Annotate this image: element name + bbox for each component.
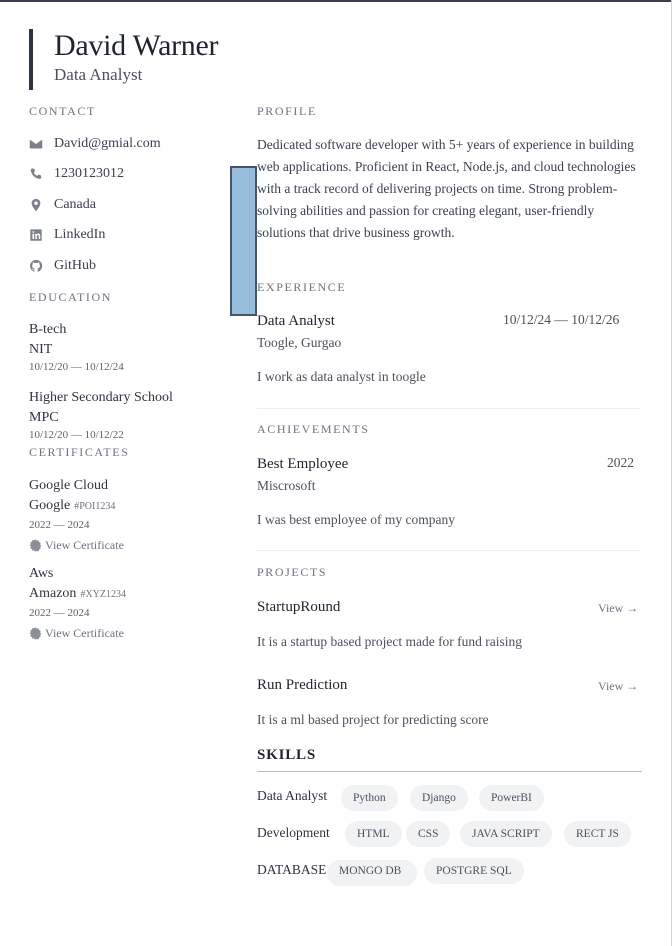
skills-divider — [257, 771, 642, 772]
resume-header — [29, 29, 218, 90]
certificate-id: #POI1234 — [74, 501, 116, 512]
section-divider — [257, 550, 640, 551]
skill-chip: HTML — [345, 821, 402, 847]
view-certificate-link[interactable] — [29, 536, 229, 554]
education-entry — [29, 320, 229, 375]
projects-heading: PROJECTS — [257, 565, 328, 579]
view-certificate-label: View Certificate — [45, 538, 124, 552]
experience-company: Toogle, Gurgao — [257, 335, 342, 350]
candidate-name: David Warner — [54, 29, 219, 62]
top-border — [0, 0, 672, 2]
skill-chip: Django — [410, 785, 468, 811]
candidate-title: Data Analyst — [54, 65, 143, 84]
experience-role: Data Analyst — [257, 313, 335, 329]
profile-summary: Dedicated software developer with 5+ years of experience in building web applications. Proficient in React, Node.js, and cloud technologies with a track record of delivering projects on time. Strong problem-solving abilities and passion for creating elegant, user-friendly solutions that drive business growth. — [257, 137, 636, 240]
contact-heading: CONTACT — [29, 104, 96, 118]
education-degree: Higher Secondary School — [29, 390, 173, 405]
contact-linkedin-text: LinkedIn — [54, 227, 106, 242]
badge-icon — [29, 627, 42, 640]
contact-email[interactable] — [29, 135, 161, 153]
certificate-id: #XYZ1234 — [80, 589, 126, 600]
certificate-name: Google Cloud — [29, 478, 108, 493]
education-entry — [29, 388, 229, 443]
skill-category: DATABASE — [257, 862, 327, 877]
contact-location — [29, 196, 96, 214]
contact-location-text: Canada — [54, 197, 96, 212]
project-view-link[interactable]: View → — [598, 679, 639, 693]
location-icon — [29, 198, 43, 212]
certificate-entry — [29, 476, 229, 554]
project-description: It is a ml based project for predicting score — [257, 712, 489, 727]
skill-chip: MONGO DB — [327, 860, 417, 886]
contact-github-text: GitHub — [54, 258, 96, 273]
linkedin-icon — [29, 228, 43, 242]
contact-phone[interactable] — [29, 165, 124, 183]
education-heading: EDUCATION — [29, 290, 113, 304]
certificate-entry — [29, 564, 229, 642]
project-name: Run Prediction — [257, 677, 348, 693]
badge-icon — [29, 539, 42, 552]
profile-heading: PROFILE — [257, 104, 317, 118]
certificates-heading: CERTIFICATES — [29, 445, 130, 459]
skill-category: Development — [257, 825, 330, 840]
contact-github[interactable] — [29, 257, 96, 275]
section-divider — [257, 408, 640, 409]
education-dates: 10/12/20 — 10/12/24 — [29, 361, 124, 373]
certificate-dates: 2022 — 2024 — [29, 519, 90, 531]
achievement-title: Best Employee — [257, 456, 349, 472]
experience-description: I work as data analyst in toogle — [257, 369, 426, 384]
project-description: It is a startup based project made for fund raising — [257, 634, 523, 649]
experience-dates: 10/12/24 — 10/12/26 — [503, 312, 620, 327]
skill-category: Data Analyst — [257, 788, 328, 803]
contact-email-text: David@gmial.com — [54, 136, 161, 151]
view-certificate-link[interactable] — [29, 624, 229, 642]
view-certificate-label: View Certificate — [45, 626, 124, 640]
certificate-dates: 2022 — 2024 — [29, 607, 90, 619]
skill-chip: POSTGRE SQL — [424, 858, 524, 884]
education-school: MPC — [29, 410, 59, 425]
education-dates: 10/12/20 — 10/12/22 — [29, 429, 124, 441]
github-icon — [29, 259, 43, 273]
achievement-description: I was best employee of my company — [257, 512, 455, 527]
education-degree: B-tech — [29, 322, 67, 337]
experience-heading: EXPERIENCE — [257, 280, 347, 294]
skill-chip: CSS — [406, 821, 450, 847]
email-icon — [29, 137, 43, 151]
certificate-issuer-line — [29, 496, 229, 517]
skill-chip: RECT JS — [564, 821, 631, 847]
contact-linkedin[interactable] — [29, 226, 105, 244]
certificate-name: Aws — [29, 566, 54, 581]
achievement-org: Miscrosoft — [257, 478, 316, 493]
achievements-heading: ACHIEVEMENTS — [257, 422, 370, 436]
certificate-issuer: Google — [29, 498, 71, 513]
contact-phone-text: 1230123012 — [54, 166, 124, 181]
certificate-issuer: Amazon — [29, 586, 77, 601]
skill-chip: JAVA SCRIPT — [460, 821, 552, 847]
resize-handle[interactable] — [230, 166, 257, 316]
project-name: StartupRound — [257, 599, 341, 615]
achievement-year: 2022 — [607, 455, 634, 470]
skill-chip: PowerBI — [479, 785, 544, 811]
certificate-issuer-line — [29, 584, 229, 605]
project-view-link[interactable]: View → — [598, 601, 639, 615]
phone-icon — [29, 167, 43, 181]
skills-heading: SKILLS — [257, 747, 316, 763]
education-school: NIT — [29, 342, 53, 357]
skill-chip: Python — [341, 785, 398, 811]
